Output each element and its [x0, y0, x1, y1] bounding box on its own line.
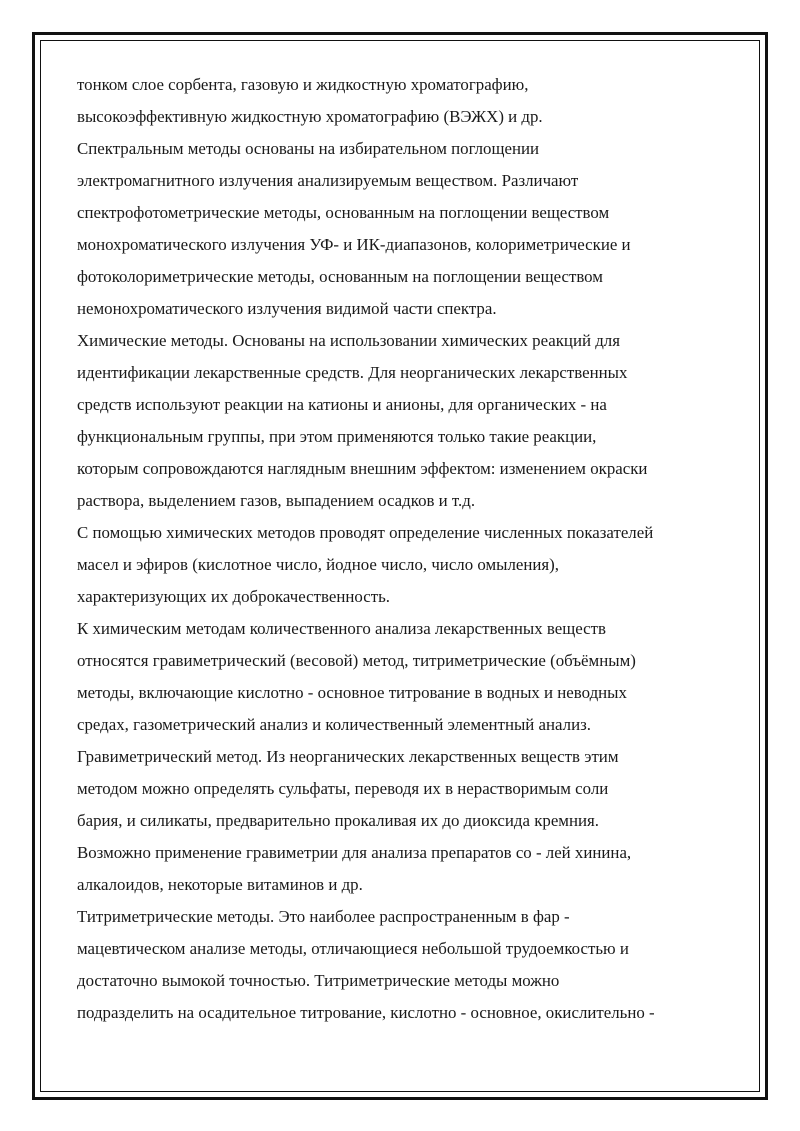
text-line: К химическим методам количественного анализа лекарственных веществ — [77, 619, 606, 638]
text-line: мацевтическом анализе методы, отличающиеся небольшой трудоемкостью и — [77, 939, 629, 958]
text-line: относятся гравиметрический (весовой) метод, титриметрические (объёмным) — [77, 651, 636, 670]
text-line: средств используют реакции на катионы и анионы, для органических - на — [77, 395, 607, 414]
text-line: идентификации лекарственные средств. Для неорганических лекарственных — [77, 363, 628, 382]
text-line: методом можно определять сульфаты, переводя их в нерастворимым соли — [77, 779, 609, 798]
text-line: бария, и силикаты, предварительно прокаливая их до диоксида кремния. — [77, 811, 599, 830]
text-line: достаточно вымокой точностью. Титриметрические методы можно — [77, 971, 560, 990]
text-line: С помощью химических методов проводят определение численных показателей — [77, 523, 654, 542]
text-line: монохроматического излучения УФ- и ИК-диапазонов, колориметрические и — [77, 235, 631, 254]
text-line: Возможно применение гравиметрии для анализа препаратов со - лей хинина, — [77, 843, 632, 862]
text-line: раствора, выделением газов, выпадением осадков и т.д. — [77, 491, 476, 510]
text-line: немонохроматического излучения видимой части спектра. — [77, 299, 497, 318]
text-line: тонком слое сорбента, газовую и жидкостную хроматографию, — [77, 75, 529, 94]
text-line: высокоэффективную жидкостную хроматографию (ВЭЖХ) и др. — [77, 107, 543, 126]
text-line: характеризующих их доброкачественность. — [77, 587, 391, 606]
text-line: фотоколориметрические методы, основанным на поглощении веществом — [77, 267, 603, 286]
text-line: Гравиметрический метод. Из неорганических лекарственных веществ этим — [77, 747, 619, 766]
text-line: электромагнитного излучения анализируемым веществом. Различают — [77, 171, 579, 190]
text-line: Титриметрические методы. Это наиболее распространенным в фар - — [77, 907, 570, 926]
text-line: алкалоидов, некоторые витаминов и др. — [77, 875, 363, 894]
text-line: спектрофотометрические методы, основанным на поглощении веществом — [77, 203, 610, 222]
document-body — [77, 69, 737, 1029]
text-line: которым сопровождаются наглядным внешним эффектом: изменением окраски — [77, 459, 648, 478]
text-line: методы, включающие кислотно - основное титрование в водных и неводных — [77, 683, 627, 702]
text-line: масел и эфиров (кислотное число, йодное число, число омыления), — [77, 555, 560, 574]
text-line: функциональным группы, при этом применяются только такие реакции, — [77, 427, 597, 446]
text-line: Спектральным методы основаны на избирательном поглощении — [77, 139, 540, 158]
text-line: Химические методы. Основаны на использовании химических реакций для — [77, 331, 620, 350]
text-line: подразделить на осадительное титрование, кислотно - основное, окислительно - — [77, 1003, 655, 1022]
text-line: средах, газометрический анализ и количественный элементный анализ. — [77, 715, 591, 734]
